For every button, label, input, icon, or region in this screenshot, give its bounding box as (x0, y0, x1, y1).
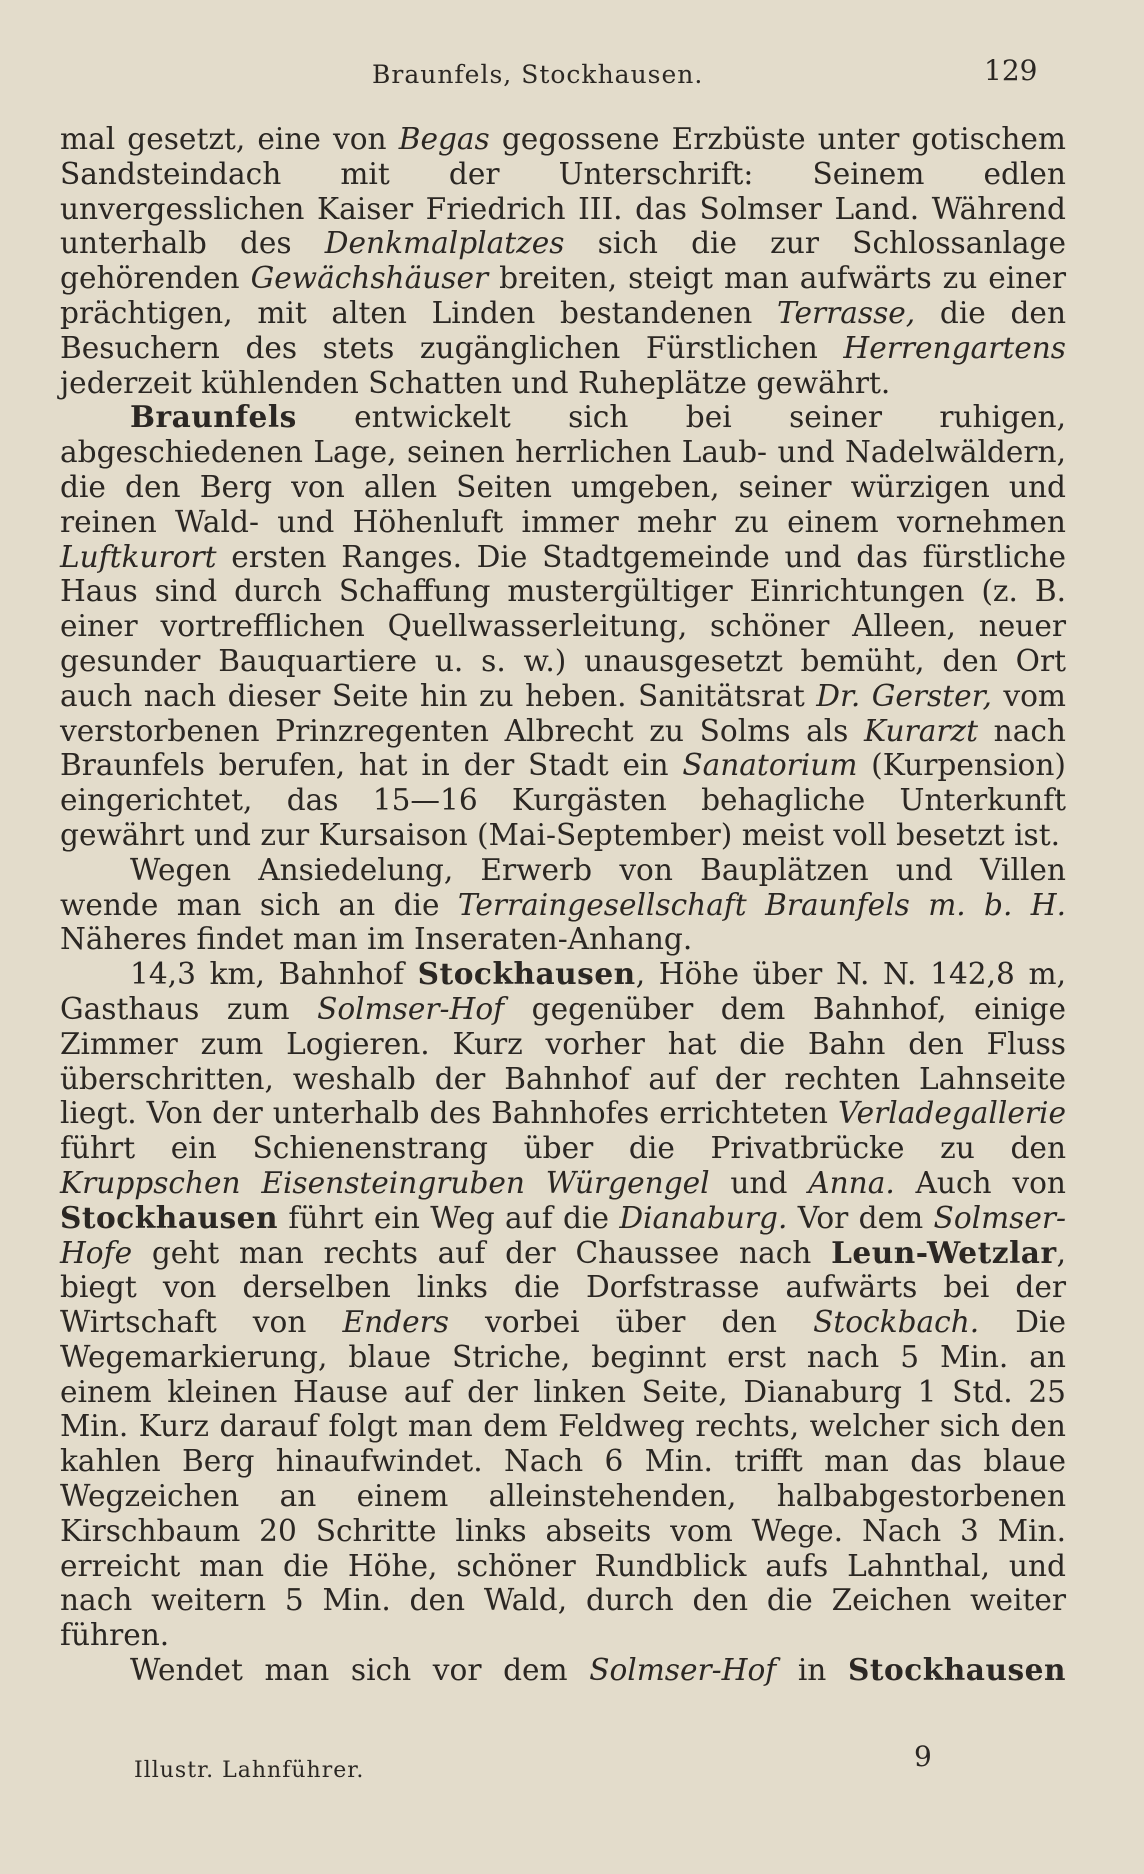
page-number: 129 (984, 54, 1038, 87)
italic-text: Luftkurort (60, 539, 217, 574)
text: führt ein Schienenstrang über die Privatbrücke zu den (60, 1131, 1066, 1166)
footer-book-title: Illustr. Lahnführer. (134, 1758, 365, 1783)
bold-place-name: Leun-Wetzlar (831, 1234, 1057, 1270)
text: gegossene Erzbüste unter gotischem Sandsteindach mit der Unterschrift: Seinem edlen unvergesslichen Kaiser Friedrich III. das Solmser Land. Während unterhalb des (60, 122, 1066, 261)
running-title: Braunfels, Stockhausen. (372, 60, 704, 89)
paragraph-stockhausen (60, 957, 1066, 1653)
italic-text: Stockbach. (813, 1305, 980, 1340)
page-header (0, 54, 1144, 100)
bold-place-name: Stockhausen (60, 1199, 279, 1235)
text: geht man rechts auf der Chaussee nach (132, 1235, 832, 1270)
italic-text: Terraingesellschaft Braunfels m. b. H. (457, 887, 1066, 922)
italic-text: Kruppschen Eisensteingruben Würgengel (60, 1165, 710, 1200)
paragraph-ansiedelung (60, 853, 1066, 957)
italic-text: Solmser-Hof (589, 1653, 777, 1688)
text: Vor dem (787, 1200, 934, 1235)
text: nach Braunfels berufen, hat in der Stadt ein (60, 713, 1066, 783)
italic-text: Herrengartens (843, 330, 1066, 365)
text: breiten, steigt man aufwärts zu einer prächtigen, mit alten Linden bestandenen (60, 261, 1067, 330)
italic-text: Begas (398, 122, 490, 156)
page-body (60, 122, 1066, 1688)
text: jederzeit kühlenden Schatten und Ruheplätze gewährt. (60, 365, 891, 400)
italic-text: Solmser-Hof (317, 991, 505, 1026)
text: mal gesetzt, eine von (60, 122, 399, 156)
italic-text: Sanatorium (682, 748, 858, 783)
text: entwickelt sich bei seiner ruhigen, abgeschiedenen Lage, seinen herrlichen Laub- und Nadelwäldern, die den Berg von allen Seiten umgeben, seiner würzigen und reinen Wald- und Höhenluft immer mehr zu einem vornehmen (60, 400, 1066, 539)
italic-text: Verladegallerie (837, 1096, 1066, 1131)
text: Auch von (894, 1165, 1066, 1200)
text: in (776, 1653, 848, 1688)
signature-mark: 9 (914, 1740, 932, 1773)
text: Wendet man sich vor dem (130, 1653, 590, 1688)
text: gegenüber dem Bahnhof, einige Zimmer zum Logieren. Kurz vorher hat die Bahn den Fluss überschritten, weshalb der Bahnhof auf der rechten Lahnseite liegt. Von der unterhalb des Bahnhofes errichteten (60, 991, 1066, 1131)
paragraph-wendet (60, 1653, 1066, 1688)
italic-text: Gewächshäuser (250, 261, 489, 296)
bold-place-name: Stockhausen (847, 1652, 1066, 1688)
italic-text: Dianaburg. (619, 1200, 788, 1235)
text: und (709, 1165, 809, 1200)
italic-text: Enders (342, 1305, 449, 1340)
text: vom verstorbenen Prinzregenten Albrecht zu Solms als (60, 678, 1066, 748)
paragraph-luftkurort (60, 400, 1066, 852)
italic-text: Solmser-Hofe (60, 1200, 1067, 1270)
text: Die Wegemarkierung, blaue Striche, beginnt erst nach 5 Min. an einem kleinen Hause auf der linken Seite, Dianaburg 1 Std. 25 Min. Kurz darauf folgt man dem Feldweg rechts, welcher sich den kahlen Berg hinaufwindet. Nach 6 Min. trifft man das blaue Wegzeichen an einem alleinstehenden, halbabgestorbenen Kirschbaum 20 Schritte links abseits vom Wege. Nach 3 Min. erreicht man die Höhe, schöner Rundblick aufs Lahnthal, und nach weitern 5 Min. den Wald, durch den die Zeichen weiter führen. (60, 1305, 1066, 1653)
text: sich die zur Schlossanlage gehörenden (60, 226, 1066, 296)
bold-place-name: Stockhausen (417, 956, 636, 992)
text: , Höhe über N. N. 142,8 m, Gasthaus zum (60, 957, 1066, 1026)
text: vorbei über den (448, 1305, 814, 1340)
italic-text: Anna. (808, 1165, 895, 1200)
text: führt ein Weg auf die (278, 1200, 620, 1235)
bold-place-name: Braunfels (130, 399, 297, 435)
text: Wegen Ansiedelung, Erwerb von Bauplätzen und Villen wende man sich an die (60, 852, 1066, 922)
italic-text: Denkmalplatzes (324, 226, 565, 261)
text: 14,3 km, Bahnhof (130, 957, 418, 992)
text: (Kurpension) eingerichtet, das 15—16 Kurgästen behagliche Unterkunft gewährt und zur Kursaison (Mai-September) meist voll besetzt ist. (60, 748, 1066, 852)
text: , biegt von derselben links die Dorfstrasse aufwärts bei der Wirtschaft von (60, 1235, 1066, 1340)
italic-text: Kurarzt (864, 713, 978, 748)
text: ersten Ranges. Die Stadtgemeinde und das fürstliche Haus sind durch Schaffung mustergültiger Einrichtungen (z. B. einer vortrefflichen Quellwasserleitung, schöner Alleen, neuer gesunder Bauquartiere u. s. w.) unausgesetzt bemüht, den Ort auch nach dieser Seite hin zu heben. Sanitätsrat (60, 539, 1066, 713)
italic-text: Dr. Gerster, (816, 678, 992, 713)
text: Näheres findet man im Inseraten-Anhang. (60, 922, 693, 957)
italic-text: Terrasse, (777, 295, 916, 330)
paragraph-denkmal (60, 122, 1066, 400)
text: die den Besuchern des stets zugänglichen Fürstlichen (60, 295, 1066, 365)
